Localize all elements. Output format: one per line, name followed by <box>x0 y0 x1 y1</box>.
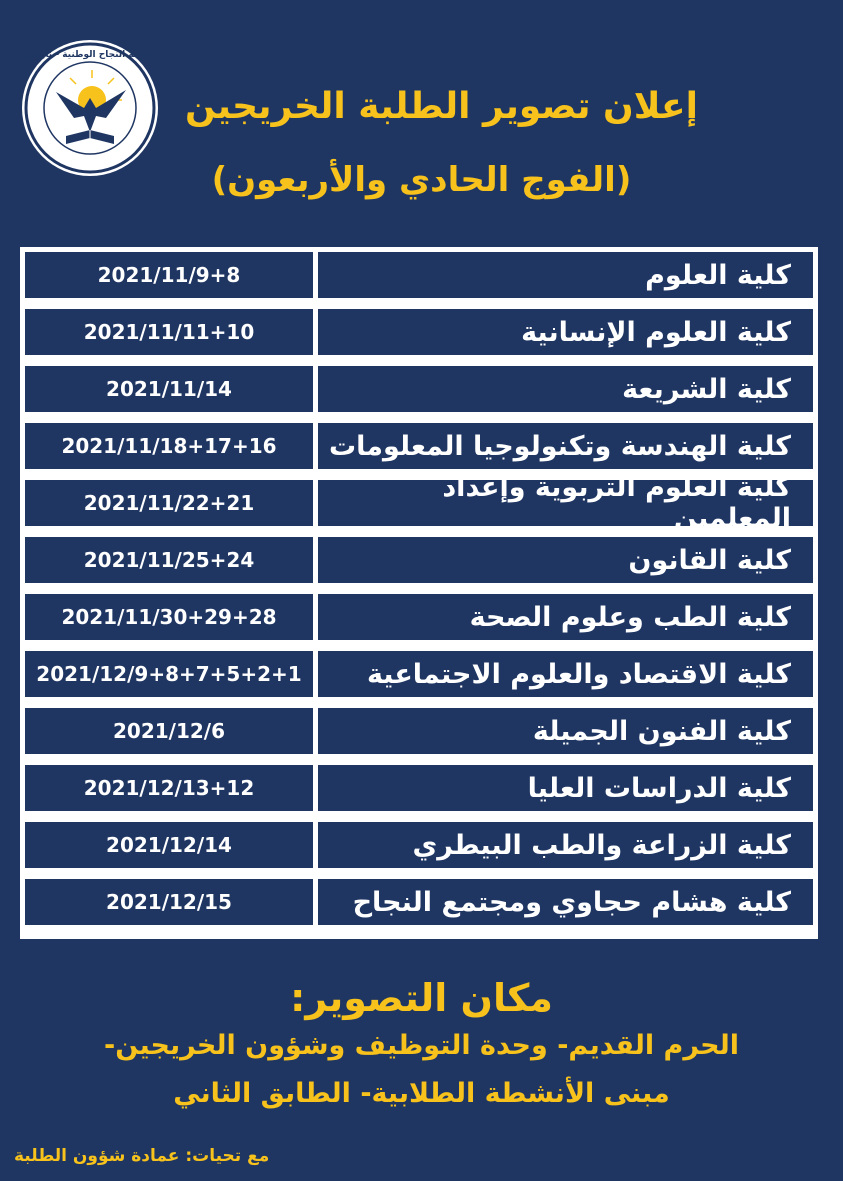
date-cell: 2021/11/9+8 <box>25 252 313 298</box>
table-row <box>20 418 818 474</box>
college-cell: كلية الشريعة <box>318 366 813 412</box>
date-cell: 2021/12/9+8+7+5+2+1 <box>25 651 313 697</box>
table-row <box>20 247 818 303</box>
page-subtitle: (الفوج الحادي والأربعون) <box>211 160 632 200</box>
date-cell: 2021/11/25+24 <box>25 537 313 583</box>
date-cell: 2021/11/18+17+16 <box>25 423 313 469</box>
college-cell: كلية الفنون الجميلة <box>318 708 813 754</box>
table-row <box>20 589 818 645</box>
table-row <box>20 304 818 360</box>
college-cell: كلية العلوم التربوية وإعداد المعلمين <box>318 480 813 526</box>
college-cell: كلية الهندسة وتكنولوجيا المعلومات <box>318 423 813 469</box>
date-cell: 2021/11/30+29+28 <box>25 594 313 640</box>
college-cell: كلية العلوم الإنسانية <box>318 309 813 355</box>
footer-signature: مع تحيات: عمادة شؤون الطلبة <box>14 1146 270 1166</box>
date-cell: 2021/12/14 <box>25 822 313 868</box>
date-cell: 2021/11/22+21 <box>25 480 313 526</box>
logo-ring-text: جامعة النجاح الوطنية - نابلس <box>25 50 155 60</box>
date-cell: 2021/12/6 <box>25 708 313 754</box>
table-row <box>20 532 818 588</box>
date-cell: 2021/12/13+12 <box>25 765 313 811</box>
date-cell: 2021/11/14 <box>25 366 313 412</box>
page-title: إعلان تصوير الطلبة الخريجين <box>185 86 698 127</box>
table-row <box>20 817 818 873</box>
table-row <box>20 646 818 702</box>
date-cell: 2021/12/15 <box>25 879 313 925</box>
date-cell: 2021/11/11+10 <box>25 309 313 355</box>
schedule-table <box>20 247 818 939</box>
college-cell: كلية الطب وعلوم الصحة <box>318 594 813 640</box>
college-cell: كلية الزراعة والطب البيطري <box>318 822 813 868</box>
table-row <box>20 760 818 816</box>
college-cell: كلية العلوم <box>318 252 813 298</box>
college-cell: كلية الدراسات العليا <box>318 765 813 811</box>
location-line-1: الحرم القديم- وحدة التوظيف وشؤون الخريجين- <box>104 1030 739 1061</box>
location-line-2: مبنى الأنشطة الطلابية- الطابق الثاني <box>173 1078 670 1109</box>
table-row <box>20 361 818 417</box>
college-cell: كلية القانون <box>318 537 813 583</box>
table-row <box>20 703 818 759</box>
table-row <box>20 874 818 930</box>
university-logo <box>22 40 158 176</box>
university-seal-icon <box>22 40 158 176</box>
college-cell: كلية هشام حجاوي ومجتمع النجاح <box>318 879 813 925</box>
table-row <box>20 472 818 534</box>
location-title: مكان التصوير: <box>290 976 553 1020</box>
college-cell: كلية الاقتصاد والعلوم الاجتماعية <box>318 651 813 697</box>
